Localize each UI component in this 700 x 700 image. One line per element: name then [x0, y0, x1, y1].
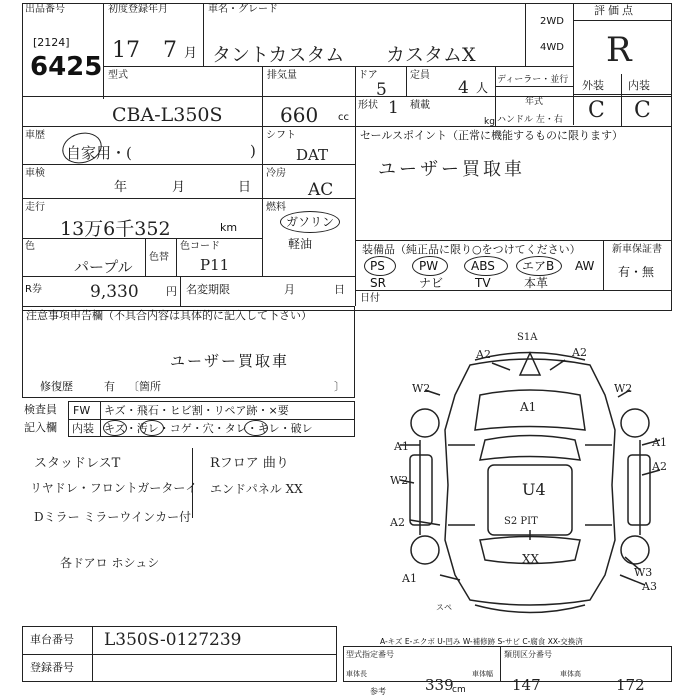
interior-scratch-circle — [103, 420, 127, 436]
comment-divider — [192, 448, 193, 518]
mark-a1-right: A1 — [652, 436, 667, 449]
equip-airbag: エアB — [522, 259, 555, 273]
usage-label: 車歴 — [25, 130, 45, 141]
divider — [262, 126, 263, 276]
equip-pw-circle — [412, 256, 448, 276]
divider — [22, 238, 262, 239]
divider — [22, 96, 672, 97]
first-reg-month: 7 — [163, 38, 177, 63]
year-label: 年式 — [525, 97, 544, 107]
cm-unit: cm — [452, 685, 466, 695]
divider — [355, 126, 356, 306]
mark-xx: XX — [522, 552, 540, 566]
class-label: 類別区分番号 — [504, 650, 552, 659]
notes-value: ユーザー買取車 — [170, 352, 290, 370]
color-value: パープル — [74, 258, 133, 276]
score: R — [606, 30, 632, 70]
divider — [92, 626, 93, 682]
equip-tv: TV — [475, 276, 491, 290]
model-ref-value: 339 — [425, 676, 454, 694]
first-reg-year: 17 — [112, 38, 140, 63]
mark-w2-1: W2 — [412, 382, 431, 395]
comment-left-2: リヤドレ・フロントガーターイ — [30, 481, 198, 495]
dealer-label: ディーラー・並行 — [497, 75, 569, 85]
divider — [176, 238, 177, 276]
reg-label: 登録番号 — [30, 661, 74, 674]
exterior-score: C — [588, 98, 605, 123]
inspection-label: 車検 — [25, 168, 45, 179]
divider — [262, 66, 263, 126]
equipment-label: 装備品（純正品に限り○をつけてください） — [362, 243, 581, 256]
divider — [621, 74, 622, 126]
model-designation-label: 型式指定番号 — [346, 650, 394, 659]
divider — [100, 401, 101, 437]
divider — [145, 238, 146, 276]
divider — [500, 646, 501, 682]
name-change-label: 名変期限 — [186, 283, 230, 296]
shape-value: 1 — [388, 98, 399, 118]
car-name: タントカスタム — [212, 44, 345, 66]
load-label: 積載 — [410, 100, 430, 111]
sales-label: セールスポイント（正常に機能するものに限ります） — [360, 129, 624, 142]
displacement-value: 660 — [280, 103, 319, 127]
handle-label: ハンドル 左・右 — [497, 115, 563, 125]
fuel-gas: ガソリン — [286, 215, 335, 229]
equip-abs-circle — [464, 256, 508, 276]
equip-aw: AW — [575, 259, 595, 273]
first-reg-label: 初度登録年月 — [108, 4, 168, 15]
fuel-label: 燃料 — [266, 202, 286, 213]
inspection-year-unit: 年 — [114, 180, 128, 195]
inspection-month-unit: 月 — [172, 180, 186, 195]
mark-a1-rear: A1 — [402, 572, 417, 585]
height-label: 車体高 — [560, 670, 581, 678]
repair-close: 〕 — [334, 380, 345, 393]
drive-2wd: 2WD — [540, 16, 564, 27]
mark-a1-hood: A1 — [520, 400, 537, 414]
mark-s1a: S1A — [517, 332, 538, 343]
mark-u4: U4 — [522, 480, 546, 499]
length-label: 車体長 — [346, 670, 367, 678]
comment-left-1: スタッドレスT — [34, 456, 121, 471]
interior-dirt-circle — [140, 420, 164, 436]
fuel-gas-circle — [280, 211, 340, 233]
mark-w2-3: W2 — [390, 474, 409, 487]
divider — [495, 86, 573, 87]
usage-value: 自家用・( — [66, 144, 132, 162]
inspection-day-unit: 日 — [238, 180, 252, 195]
comment-right-2: エンドパネル XX — [210, 482, 303, 496]
person-unit: 人 — [476, 81, 489, 95]
repair-place: 〔箇所 — [128, 380, 161, 393]
km-unit: km — [220, 221, 238, 234]
divider — [22, 654, 337, 655]
divider — [495, 66, 496, 126]
divider — [573, 94, 672, 95]
name-grade-label: 車名・グレード — [208, 4, 278, 15]
ac-label: 冷房 — [266, 168, 286, 179]
divider — [525, 3, 526, 66]
divider — [180, 276, 181, 306]
equip-leather: 本革 — [524, 276, 549, 290]
mark-a2-top2: A2 — [572, 346, 587, 359]
name-change-day: 日 — [334, 283, 345, 296]
date-label: 日付 — [360, 293, 380, 304]
comment-left-3: Dミラー ミラーウインカー付 — [34, 510, 192, 524]
comment-left-4: 各ドアロ ホシュシ — [60, 556, 160, 570]
color-tone-label: 色替 — [149, 252, 169, 263]
grade: カスタムX — [386, 44, 476, 66]
fuel-diesel: 軽油 — [288, 237, 313, 251]
divider — [22, 126, 672, 127]
mileage-value: 13万6千352 — [60, 218, 171, 240]
fw-label: FW — [73, 404, 91, 417]
repair-label: 修復歴 — [40, 380, 73, 393]
capacity-value: 4 — [458, 78, 469, 98]
exterior-label: 外装 — [582, 79, 604, 92]
notes-label: 注意事項申告欄（不具合内容は具体的に記入して下さい） — [26, 309, 312, 322]
equip-ps-circle — [364, 256, 396, 276]
recycle-value: 9,330 — [90, 282, 139, 302]
cc-unit: cc — [338, 112, 349, 123]
lot-code: [2124] — [33, 36, 70, 49]
color-label: 色 — [25, 241, 35, 252]
divider — [355, 290, 672, 291]
mark-w3: W3 — [634, 566, 653, 579]
divider — [103, 3, 104, 99]
divider — [103, 66, 573, 67]
warranty-label: 新車保証書 — [612, 244, 662, 255]
model-label: 型式 — [108, 70, 128, 81]
doors-label: ドア — [358, 70, 378, 81]
divider — [406, 66, 407, 96]
equip-ps: PS — [370, 259, 385, 273]
capacity-label: 定員 — [410, 70, 430, 81]
height-ref-value: 172 — [616, 676, 645, 694]
divider — [355, 240, 672, 241]
model-value: CBA-L350S — [112, 104, 223, 126]
mark-suma: スペ — [436, 603, 452, 612]
width-ref-value: 147 — [512, 676, 541, 694]
mark-a3: A3 — [642, 580, 657, 593]
comment-right-1: Rフロア 曲り — [210, 456, 289, 471]
divider — [22, 164, 355, 165]
mark-s2-pits: S2 PIT — [504, 516, 538, 527]
lot-label: 出品番号 — [25, 4, 65, 15]
divider — [573, 20, 672, 21]
ac-value: AC — [308, 180, 334, 200]
repair-value: 有 — [104, 380, 115, 393]
interior-score: C — [634, 98, 651, 123]
mark-a1-ml: A1 — [394, 440, 409, 453]
divider — [573, 3, 574, 125]
equip-airbag-circle — [516, 256, 562, 276]
shape-label: 形状 — [358, 100, 378, 111]
divider — [603, 240, 604, 290]
divider — [22, 276, 355, 277]
equip-navi: ナビ — [419, 276, 444, 290]
score-label: 評価点 — [594, 4, 636, 17]
color-code-value: P11 — [200, 256, 230, 274]
interior-label: 内装 — [72, 422, 94, 435]
mark-a2-left: A2 — [390, 516, 405, 529]
model-ref-label: 参考 — [370, 687, 386, 696]
width-label: 車体幅 — [472, 670, 493, 678]
name-change-month: 月 — [284, 283, 295, 296]
warranty-value: 有・無 — [618, 265, 655, 279]
doors-value: 5 — [376, 80, 387, 100]
drive-4wd: 4WD — [540, 42, 564, 53]
diagram-legend: A-キズ E-エクボ U-凹み W-補修跡 S-サビ C-腐食 XX-交換済 — [380, 637, 583, 646]
displacement-label: 排気量 — [267, 70, 297, 81]
interior-label: 内装 — [628, 79, 650, 92]
chassis-value: L350S-0127239 — [104, 630, 242, 650]
sales-value: ユーザー買取車 — [378, 159, 525, 180]
mark-w2-2: W2 — [614, 382, 633, 395]
kg-unit: kg — [484, 117, 495, 127]
chassis-label: 車台番号 — [30, 633, 74, 646]
recycle-label: R券 — [25, 284, 42, 295]
divider — [22, 198, 355, 199]
interior-sag-circle — [244, 420, 268, 436]
mark-a2-r1: A2 — [652, 460, 667, 473]
interior-items: キズ・汚レ・コゲ・穴・タレ・キレ・破レ — [104, 422, 313, 435]
fw-items: キズ・飛石・ヒビ割・リペア跡・×要 — [104, 404, 289, 417]
mark-a2-top: A2 — [476, 348, 491, 361]
usage-close: ) — [250, 142, 256, 160]
equip-abs: ABS — [471, 259, 495, 273]
first-reg-month-unit: 月 — [184, 46, 198, 61]
shift-value: DAT — [296, 146, 329, 164]
divider — [203, 3, 204, 66]
divider — [355, 66, 356, 126]
color-code-label: 色コード — [180, 241, 220, 252]
yen-unit: 円 — [166, 285, 177, 298]
equip-sr: SR — [370, 276, 386, 290]
lot-number: 6425 — [30, 52, 103, 82]
inspector-label-1: 検査員 — [24, 403, 57, 416]
shift-label: シフト — [266, 130, 296, 141]
inspector-label-2: 記入欄 — [24, 421, 57, 434]
mileage-label: 走行 — [25, 202, 45, 213]
equip-pw: PW — [419, 259, 439, 273]
